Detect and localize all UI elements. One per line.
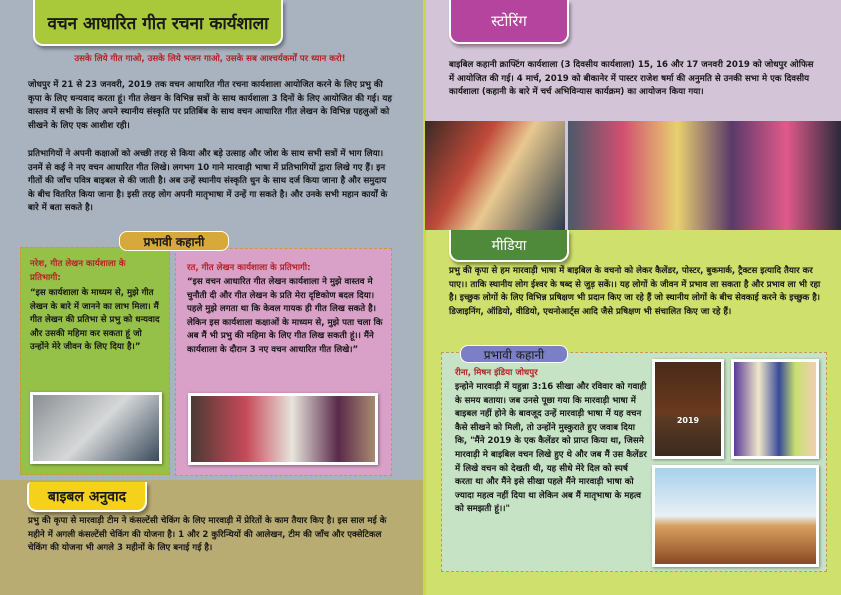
poster-image xyxy=(652,465,819,567)
workshop-body-2: प्रतिभागियों ने अपनी कक्षाओं को अच्छी तरह से किया और बड़े उत्साह और जोश के साथ सभी सत्रों में भाग लिया। उनमें से कई ने नए वचन आधारित गीत लिखे। लगभग 10 गाने मारवाड़ी भाषा में प्रतिभागियों द्वारा लिखे गए हैं। इन गीतों की जाँच पवित्र बाइबल से की जाती है। अब उन्हें स्थानीय संस्कृति धुन के साथ दर्ज किया जाना है और समुदाय के बीच वितरित किया जाना है। इसी तरह लोग अपनी मातृभाषा में उन्हें गा सकते है। और उनके सभी महान कार्यों के बारे में बता सकते है। xyxy=(28,149,388,214)
media-story-name: रीना, मिषन इंडिया जोधपुर xyxy=(455,368,538,378)
story1-quote: “इस कार्यशाला के माध्यम से, मुझे गीत लेखन के बारे में जानने का लाभ मिला। मैं गीत लेखन की प्रतिभा से प्रभु को धन्यवाद और उसकी महिमा कर सकता हूं जो उन्होंने मेरे जीवन के लिए दिया है।” xyxy=(30,288,160,353)
media-impact-label: प्रभावी कहानी xyxy=(460,345,568,363)
media-story-quote: इन्होने मारवाड़ी में यहुन्ना 3:16 सीखा और रविवार को गवाही के समय बताया। जब उनसे पूछा गया कि मारवाड़ी भाषा में बाइबल नहीं होने के बावजूद उन्हें मारवाड़ी भाषा में यह वचन कैसे सीखने को मिली, तो उन्होंने मुस्कुराते हुए जवाब दिया कि, "मैंने 2019 के एक कैलेंडर को प्राप्त किया था, जिसमे मारवाड़ी मे बाइबिल वचन लिखे हुए थे और जब मैं उस कैलेंडर में लिखे वचन को देखती थी, यह सीधे मेरे दिल को स्पर्ष करता था और मैंने इसे सीखा पहले मैंने मारवाड़ी भाषा को ज्यादा महत्व नहीं दिया था लेकिन अब मैं मातृभाषा के महत्व को समझती हूं।।" xyxy=(455,382,647,515)
impact-story-label: प्रभावी कहानी xyxy=(119,231,229,251)
media-title: मीडिया xyxy=(449,230,569,262)
story2-name: रत, गीत लेखन कार्यशाला के प्रतिभागी: xyxy=(187,263,311,273)
translation-title: बाइबल अनुवाद xyxy=(27,482,147,512)
calendar-year: 2019 xyxy=(676,416,700,425)
workshop-photo-1 xyxy=(30,392,162,464)
workshop-subtitle: उसके लिये गीत गाओ, उसके लिये भजन गाओ, उसके सब आश्चर्यकर्मों पर ध्यान करो! xyxy=(74,54,346,64)
translation-body: प्रभु की कृपा से मारवाड़ी टीम ने कंसल्टेंसी चेकिंग के लिए मारवाड़ी में प्रेरितों के काम तैयार किए है। इस साल मई के महीने में अगली कंसल्टेंसी चेकिंग की योजना है। 1 और 2 कुरिन्थियों की आलेखन, टीम की जाँच और एक्सेटिकल चेकिंग की योजना भी अगले 3 महीनों के लिए बनाई गई है। xyxy=(28,516,387,554)
calendar-image xyxy=(652,359,724,459)
storying-body: बाइबिल कहानी क्राफ्टिंग कार्यशाला (3 दिवसीय कार्यशाला) 15, 16 और 17 जनवरी 2019 को जोधपुर ओफिस में आयोजित की गई। 4 मार्च, 2019 को बीकानेर में पास्टर राजेश षर्मा की अनुमति से उनकी सभा मे एक दिवसीय कार्यशाला (कहानी के बारे में चर्च अभिविन्यास कार्यक्रम) का आयोजन किया गया। xyxy=(449,60,814,98)
workshop-body: जोधपुर में 21 से 23 जनवरी, 2019 तक वचन आधारित गीत रचना कार्यशाला आयोजित करने के लिए प्रभु की कृपा के लिए धन्यवाद करता हूं। गीत लेखन के विभिन्न सत्रों के साथ कार्यशाला 3 दिनों के लिए आयोजित की गई। यह वास्तव में सभी के लिए अपने स्थानीय संस्कृति पर प्रतिबिंब के साथ वचन आधारित गीत लेखन के विभिन्न पहलुओं को सीखने के लिए एक आशीश रही। xyxy=(28,80,392,131)
story1-name: नरेश, गीत लेखन कार्यशाला के प्रतिभागी: xyxy=(30,259,126,283)
bookmarks-image xyxy=(731,359,819,459)
storying-title: स्टोरिंग xyxy=(449,0,569,44)
story2-quote: “इस वचन आधारित गीत लेखन कार्यशाला ने मुझे वास्तव मे चुनौती दी और गीत लेखन के प्रति मेरा दृष्टिकोण बदल दिया। पहले मुझे लगता था कि केवल गायक ही गीत लिख सकते है। लेकिन इस कार्यशाला कक्षाओं के माध्यम से, मुझे पता चला कि अब मैं भी प्रभु की महिमा के लिए गीत लिख सकती हूं।। मैंने कार्यशाला के दौरान 3 नए वचन आधारित गीत लिखे।” xyxy=(187,277,383,355)
media-body: प्रभु की कृपा से हम मारवाड़ी भाषा में बाइबिल के वचनो को लेकर कैलेंडर, पोस्टर, बुकमार्क, ट्रैक्टस इत्यादि तैयार कर पाए।। ताकि स्थानीय लोग ईश्वर के षब्द से जुड़ सकें।। यह लोगों के जीवन में प्रभाव ला सकता है और प्रभाव ला भी रहा है। इच्छुक लोगों के लिए विभिन्न प्रषिक्षण भी प्रदान किए जा रहे हैं जो स्थानीय लोगों के बीच सेवकाई करने के इच्छुक है। डिजाइनिंग, ऑडियो, वीडियो, एथनोआर्ट्स आदि जैसे प्रषिक्षण भी संचालित किए जा रहे हैं। xyxy=(449,266,821,317)
storying-photo-1 xyxy=(425,121,565,230)
workshop-title: वचन आधारित गीत रचना कार्यशाला xyxy=(33,0,283,46)
storying-photo-2 xyxy=(568,121,841,230)
workshop-photo-2 xyxy=(188,393,378,465)
page-divider xyxy=(423,0,426,595)
